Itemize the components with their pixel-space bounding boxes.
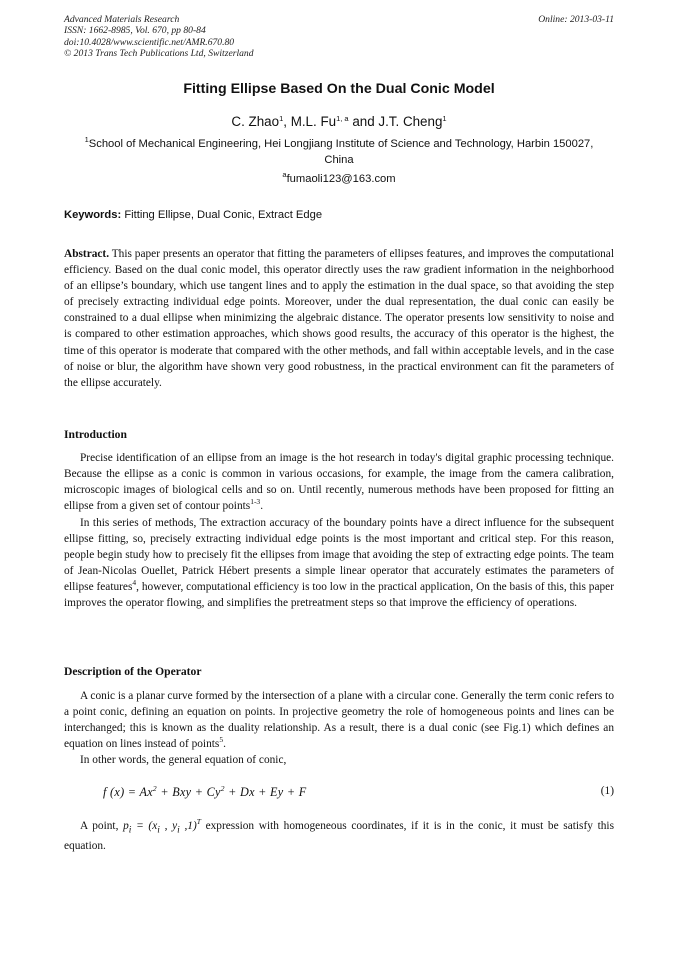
equation-exponent: 2: [220, 784, 225, 793]
equation-exponent: 2: [152, 784, 157, 793]
math-subscript: i: [128, 825, 132, 836]
email-link[interactable]: fumaoli123@163.com: [286, 173, 396, 185]
author-affiliation-mark: 1: [442, 114, 447, 123]
description-paragraph-1: [64, 688, 614, 752]
citation-mark: 4: [132, 578, 137, 588]
online-date: Online: 2013-03-11: [538, 14, 614, 25]
inline-math: [123, 817, 201, 836]
email-mark: a: [282, 170, 287, 179]
section-heading-description: Description of the Operator: [64, 665, 202, 678]
author-separator: ,: [283, 114, 291, 129]
email-line: [0, 170, 678, 185]
author-list: [0, 114, 678, 129]
paragraph-end: expression with homogeneous coordinates, if it is in the conic, it must be satisfy this equation.: [64, 820, 614, 853]
author-name: J.T. Cheng: [378, 114, 443, 129]
author-name: C. Zhao: [231, 114, 280, 129]
paper-title: Fitting Ellipse Based On the Dual Conic Model: [183, 81, 495, 97]
issn-line: ISSN: 1662-8985, Vol. 670, pp 80-84: [64, 25, 206, 37]
abstract-label: Abstract.: [64, 248, 110, 260]
journal-header: [64, 14, 254, 60]
affiliation: [70, 137, 608, 168]
math-subscript: i: [177, 825, 180, 836]
doi-line: doi:10.4028/www.scientific.net/AMR.670.80: [64, 36, 235, 48]
paragraph-text: In this series of methods, The extraction accuracy of the boundary points have a direct influence for the subsequent ellipse fitting, so, precisely extracting individual edge points is the most important and critical step. For this reason, people begin study how to precisely fit the ellipses from image that avoiding the step of extracting edge points. The team of Jean-Nicolas Ouellet, Patrick Hébert presents a simple linear operator that accurately estimates the parameters of ellipse features: [64, 517, 614, 594]
description-paragraph-2: In other words, the general equation of conic,: [80, 754, 287, 766]
introduction-paragraph-1: [64, 450, 614, 514]
math-symbol: , y: [159, 820, 178, 832]
section-heading-introduction: Introduction: [64, 428, 127, 441]
journal-name: Advanced Materials Research: [64, 14, 180, 25]
equation-part: + Dx + Ey + F: [224, 785, 307, 799]
introduction-paragraph-2: [64, 515, 614, 612]
keywords-text: Fitting Ellipse, Dual Conic, Extract Edge: [124, 209, 323, 221]
paragraph-end: , however, computational efficiency is too low in the practical application, On the basis of this, this paper improves the operator flowing, and simplifies the pretreatment steps so that improve the efficiency of operations.: [64, 581, 614, 610]
paragraph-end: .: [223, 738, 226, 751]
math-symbol: p: [123, 820, 129, 832]
paragraph-text: Precise identification of an ellipse from an image is the hot research in today's digital graphic processing technique. Because the ellipse as a conic is common in various occasions, for example, the image from the camera calibration, microscopic images of biological cells and so on. Until recently, numerous methods have been proposed for fitting an ellipse from a given set of contour points: [64, 452, 614, 513]
keywords-label: Keywords:: [64, 209, 122, 221]
citation-mark: 5: [219, 735, 224, 745]
copyright-line: © 2013 Trans Tech Publications Ltd, Switzerland: [64, 48, 254, 60]
paragraph-text: A conic is a planar curve formed by the intersection of a plane with a circular cone. Generally the term conic refers to a point conic, defining an equation on points. In projective geometry the role of homogeneous points and lines can be interchanged; this is known as the duality relationship. As a result, there is a dual conic (see Fig.1) which defines an equation on lines instead of points: [64, 690, 614, 751]
equation-number: (1): [600, 785, 614, 797]
paragraph-end: .: [260, 500, 264, 513]
author-affiliation-mark: 1: [279, 114, 284, 123]
keywords-line: [64, 209, 322, 221]
paragraph-text: A point,: [80, 820, 124, 832]
abstract: [64, 246, 614, 391]
math-symbol: = (x: [131, 820, 158, 832]
affiliation-mark: 1: [84, 135, 89, 144]
description-paragraph-3: [64, 818, 614, 854]
math-superscript: T: [196, 817, 201, 826]
affiliation-text: School of Mechanical Engineering, Hei Longjiang Institute of Science and Technology, Harbin 150027, China: [88, 138, 594, 166]
equation-part: + Bxy + Cy: [156, 785, 221, 799]
author-separator: and: [348, 114, 379, 129]
citation-mark: 1-3: [250, 497, 261, 507]
author-name: M.L. Fu: [290, 114, 337, 129]
math-symbol: ,1): [179, 820, 197, 832]
conic-equation: [103, 785, 306, 800]
equation-part: f (x) = Ax: [103, 785, 153, 799]
math-subscript: i: [157, 825, 160, 836]
abstract-text: This paper presents an operator that fitting the parameters of ellipses features, and improves the computational efficiency. Based on the dual conic model, this operator directly uses the raw gradient information in the neighborhood of an ellipse’s boundary, which use tangent lines and to apply the estimation in the dual space, so that avoiding the step of precisely extracting individual edge points. Moreover, under the dual representation, the dual conic can easily be constrained to a dual ellipse when minimizing the algebraic distance. The operator presents low sensitivity to noise and is compared to other estimation approaches, which shows good results, the accuracy of this operator is the highest, the time of this operator is moderate that compared with the other methods, and fall within acceptable levels, and in the case of noise or blur, the algorithm have shown very good robustness, in the practical environment can fit the parameters of the ellipse accurately.: [64, 248, 614, 389]
author-affiliation-mark: 1, a: [336, 114, 349, 123]
